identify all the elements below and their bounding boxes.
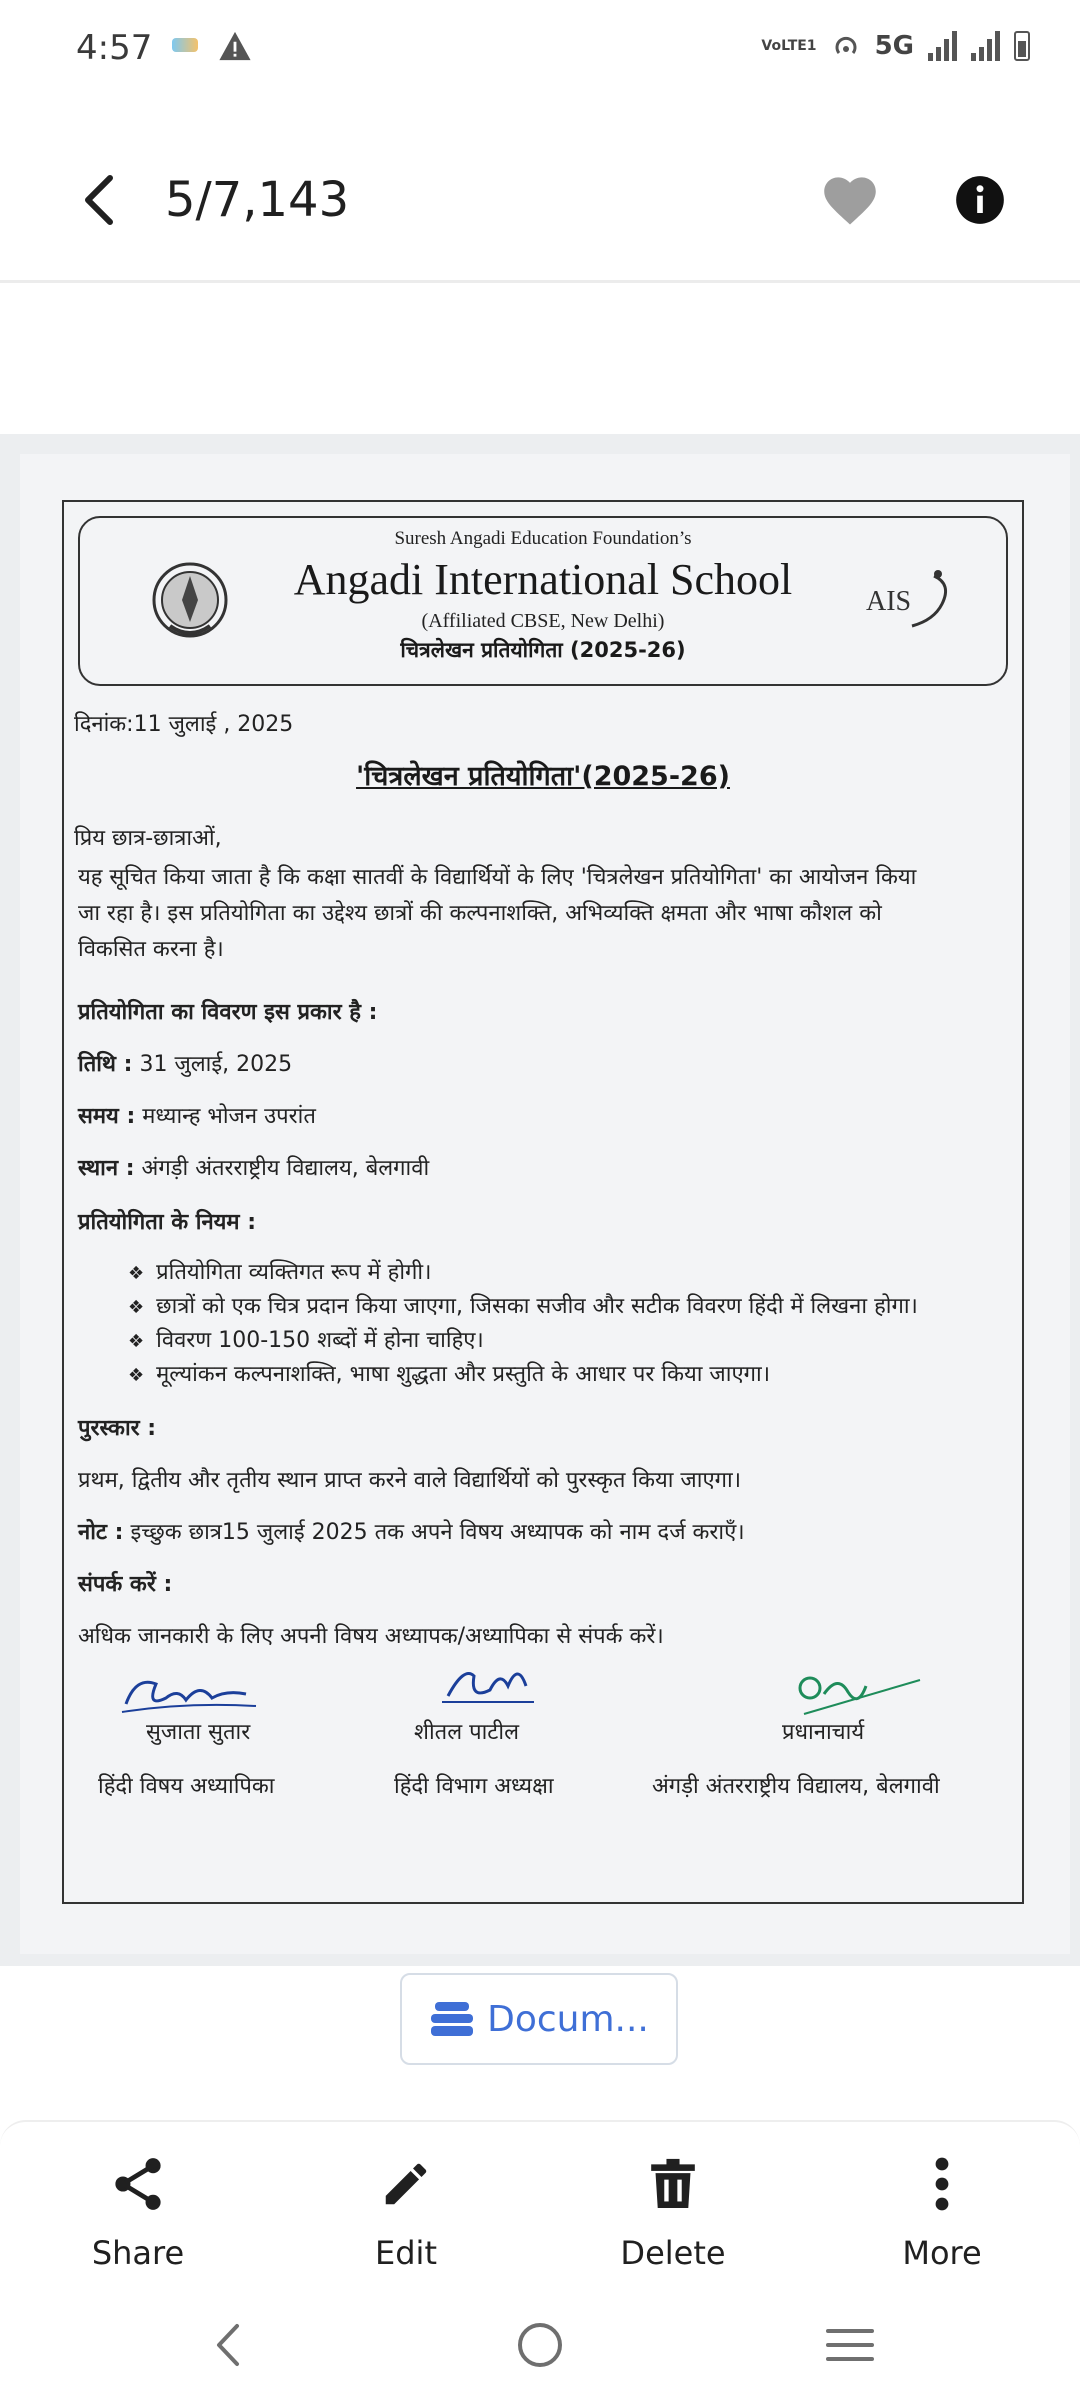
hotspot-icon xyxy=(831,31,861,61)
status-indicators xyxy=(761,26,1030,66)
event-venue-value: अंगड़ी अंतरराष्ट्रीय विद्यालय, बेलगावी xyxy=(141,1156,430,1181)
viewer-top-bar xyxy=(0,110,1080,283)
document-border xyxy=(62,500,1024,1904)
signatory-role: हिंदी विभाग अध्यक्षा xyxy=(394,1774,554,1799)
svg-text:AIS: AIS xyxy=(866,586,912,617)
signatory-name: सुजाता सुतार xyxy=(146,1720,251,1745)
warning-icon xyxy=(218,30,252,62)
pencil-icon xyxy=(379,2157,433,2211)
competition-subtitle: चित्रलेखन प्रतियोगिता (2025-26) xyxy=(400,638,686,662)
intro-line: विकसित करना है। xyxy=(78,937,224,962)
more-label: More xyxy=(902,2234,982,2272)
contact-heading: संपर्क करें : xyxy=(78,1572,173,1597)
image-counter: 5/7,143 xyxy=(165,172,350,228)
heart-icon xyxy=(820,173,880,227)
event-venue-row xyxy=(78,1152,429,1182)
rule-item: ❖ प्रतियोगिता व्यक्तिगत रूप में होगी। xyxy=(128,1256,431,1286)
note-row xyxy=(78,1516,745,1546)
share-icon xyxy=(112,2156,164,2212)
delete-label: Delete xyxy=(620,2234,726,2272)
event-time-value: मध्यान्ह भोजन उपरांत xyxy=(142,1104,316,1129)
intro-line: जा रहा है। इस प्रतियोगिता का उद्देश्य छात्रों की कल्पनाशक्ति, अभिव्यक्ति क्षमता और भाषा कौशल को xyxy=(78,901,882,926)
rules-heading: प्रतियोगिता के नियम : xyxy=(78,1210,257,1235)
document-chip-label: Docum... xyxy=(487,1998,649,2040)
notice-title: 'चित्रलेखन प्रतियोगिता'(2025-26) xyxy=(356,761,730,792)
foundation-name: Suresh Angadi Education Foundation’s xyxy=(394,528,692,549)
nav-home-button[interactable] xyxy=(500,2315,580,2375)
signatory-role: हिंदी विषय अध्यापिका xyxy=(98,1774,275,1799)
signatory-role: अंगड़ी अंतरराष्ट्रीय विद्यालय, बेलगावी xyxy=(652,1774,940,1799)
status-time: 4:57 xyxy=(76,28,153,68)
ais-logo xyxy=(862,564,962,634)
event-date-value: 31 जुलाई, 2025 xyxy=(139,1052,293,1077)
intro-paragraph xyxy=(78,860,1003,968)
info-button[interactable] xyxy=(945,160,1015,240)
chevron-left-icon xyxy=(80,174,120,226)
signature-sheetal xyxy=(434,1656,544,1712)
event-date-label: तिथि : xyxy=(78,1052,133,1077)
nav-home-icon xyxy=(516,2321,564,2369)
contact-text: अधिक जानकारी के लिए अपनी विषय अध्यापक/अध्यापिका से संपर्क करें। xyxy=(78,1624,664,1649)
volte-indicator: VoLTE1 xyxy=(761,38,817,54)
more-vertical-icon xyxy=(932,2156,952,2212)
notice-date: दिनांक:11 जुलाई , 2025 xyxy=(74,712,294,737)
signal-2-icon xyxy=(971,31,1000,61)
document-stack-icon xyxy=(429,2000,475,2038)
intro-line: यह सूचित किया जाता है कि कक्षा सातवीं के विद्यार्थियों के लिए 'चित्रलेखन प्रतियोगिता' का आयोजन किया xyxy=(78,865,917,890)
rule-item: ❖ मूल्यांकन कल्पनाशक्ति, भाषा शुद्धता और प्रस्तुति के आधार पर किया जाएगा। xyxy=(128,1358,770,1388)
edit-label: Edit xyxy=(375,2234,437,2272)
rule-item: ❖ विवरण 100-150 शब्दों में होना चाहिए। xyxy=(128,1324,484,1354)
affiliation-text: (Affiliated CBSE, New Delhi) xyxy=(421,610,665,632)
share-button[interactable] xyxy=(38,2152,238,2272)
school-name: Angadi International School xyxy=(293,555,793,604)
signatory-name: शीतल पाटील xyxy=(414,1720,520,1745)
battery-icon xyxy=(1014,31,1030,61)
details-heading: प्रतियोगिता का विवरण इस प्रकार है : xyxy=(78,1000,378,1025)
event-date-row xyxy=(78,1048,292,1078)
status-bar xyxy=(0,0,1080,95)
rule-item: ❖ छात्रों को एक चित्र प्रदान किया जाएगा, जिसका सजीव और सटीक विवरण हिंदी में लिखना होगा। xyxy=(128,1290,918,1320)
notification-app-icon xyxy=(172,38,198,52)
edit-button[interactable] xyxy=(306,2152,506,2272)
info-icon xyxy=(954,174,1006,226)
document-photo[interactable] xyxy=(0,434,1080,1966)
note-text: इच्छुक छात्र15 जुलाई 2025 तक अपने विषय अध्यापक को नाम दर्ज कराएँ। xyxy=(130,1520,745,1545)
share-label: Share xyxy=(91,2234,185,2272)
prize-heading: पुरस्कार : xyxy=(78,1416,157,1441)
event-time-row xyxy=(78,1100,316,1130)
note-label: नोट : xyxy=(78,1520,124,1545)
delete-button[interactable] xyxy=(573,2152,773,2272)
signature-principal xyxy=(784,1664,924,1720)
nav-back-button[interactable] xyxy=(188,2315,268,2375)
prize-text: प्रथम, द्वितीय और तृतीय स्थान प्राप्त करने वाले विद्यार्थियों को पुरस्कृत किया जाएगा। xyxy=(78,1468,742,1493)
network-type: 5G xyxy=(874,31,914,61)
event-venue-label: स्थान : xyxy=(78,1156,135,1181)
nav-back-icon xyxy=(213,2322,243,2368)
school-header xyxy=(78,516,1008,686)
back-button[interactable] xyxy=(70,160,130,240)
signatory-name: प्रधानाचार्य xyxy=(782,1720,865,1745)
trash-icon xyxy=(649,2157,697,2211)
nav-recents-icon xyxy=(824,2325,876,2365)
document-chip[interactable] xyxy=(400,1973,678,2065)
event-time-label: समय : xyxy=(78,1104,136,1129)
bottom-action-bar xyxy=(0,2120,1080,2292)
salutation: प्रिय छात्र-छात्राओं, xyxy=(74,826,222,851)
signature-sujata xyxy=(116,1668,266,1718)
signal-1-icon xyxy=(928,31,957,61)
more-button[interactable] xyxy=(842,2152,1042,2272)
nav-recents-button[interactable] xyxy=(810,2315,890,2375)
favorite-button[interactable] xyxy=(815,160,885,240)
document-paper xyxy=(20,454,1070,1954)
system-nav-bar xyxy=(0,2290,1080,2400)
